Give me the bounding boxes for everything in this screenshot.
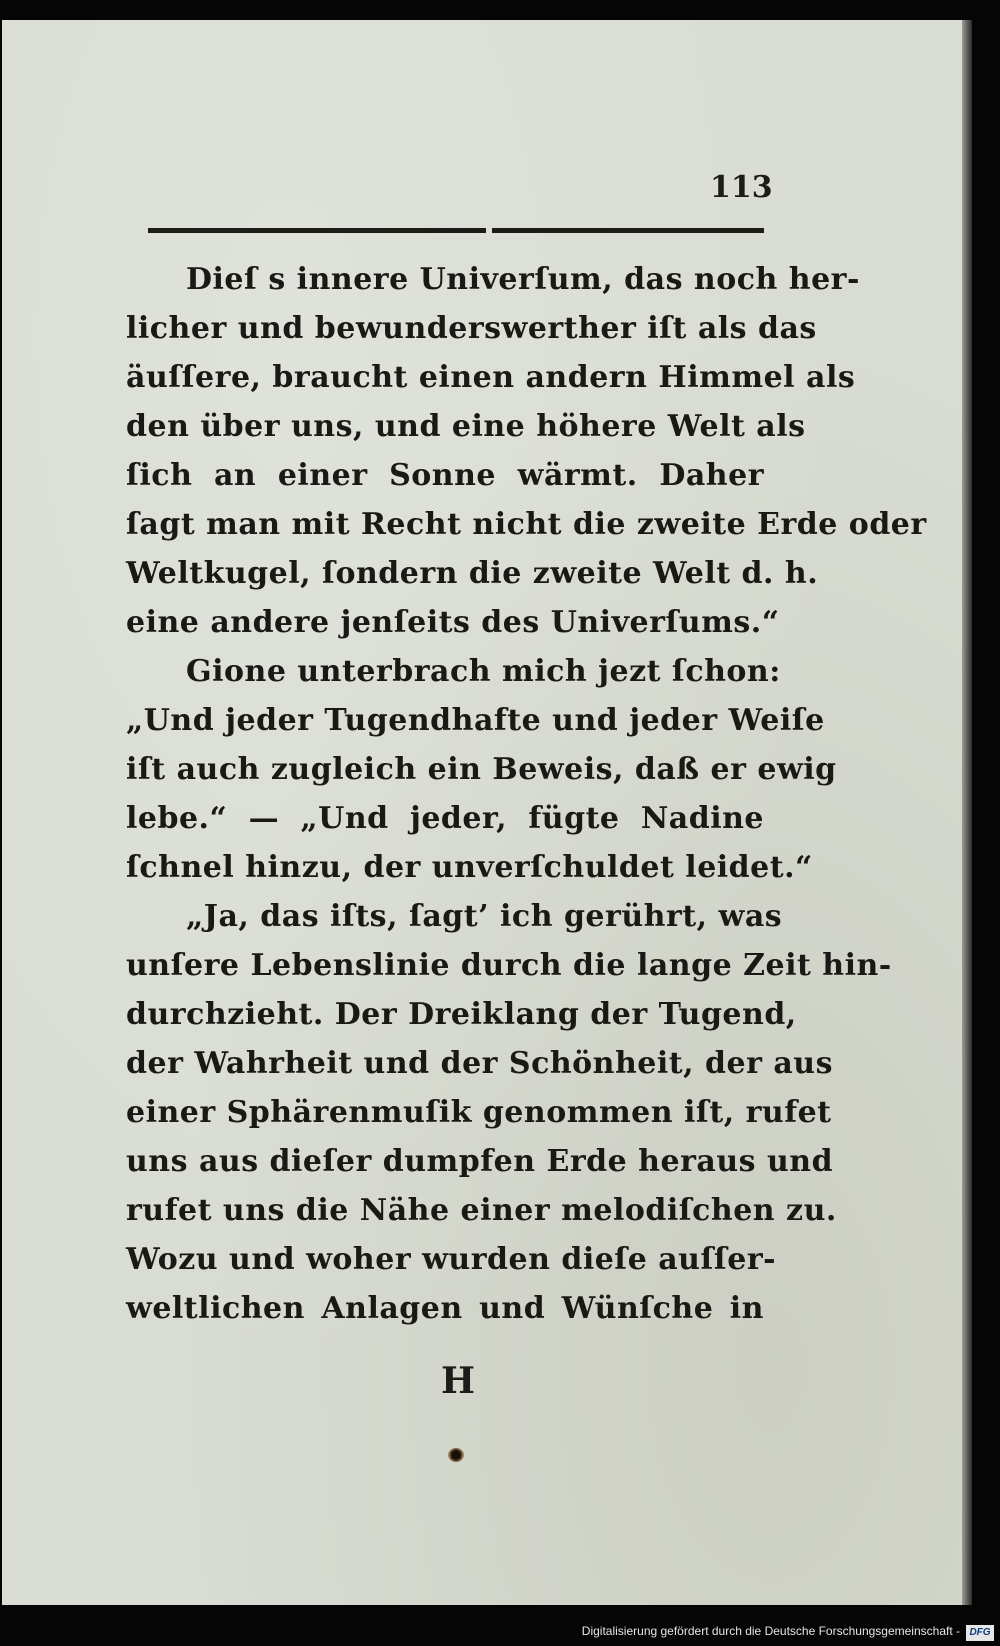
text-line: der Wahrheit und der Schönheit, der aus xyxy=(126,1046,833,1081)
text-line: ſagt man mit Recht nicht die zweite Erde oder xyxy=(126,507,927,542)
text-line: Wozu und woher wurden dieſe auſſer- xyxy=(126,1242,777,1277)
text-line: unſere Lebenslinie durch die lange Zeit hin- xyxy=(126,948,892,983)
catchword: H xyxy=(440,1360,475,1402)
body-text xyxy=(126,255,927,1333)
text-line: iſt auch zugleich ein Beweis, daß er ewig xyxy=(126,752,837,787)
text-line: durchzieht. Der Dreiklang der Tugend, xyxy=(126,997,797,1032)
text-line: licher und bewunderswerther iſt als das xyxy=(126,311,817,346)
text-line: Dieſ s innere Univerſum, das noch her- xyxy=(186,262,860,297)
header-rule-right xyxy=(492,228,764,233)
page-number: 113 xyxy=(710,170,773,205)
text-line: eine andere jenſeits des Univerſums.“ xyxy=(126,605,780,640)
dfg-logo: DFG xyxy=(966,1625,994,1641)
text-line: ſich an einer Sonne wärmt. Daher xyxy=(126,458,764,493)
text-line: „Und jeder Tugendhafte und jeder Weiſe xyxy=(126,703,825,738)
page-edge xyxy=(962,20,972,1605)
text-line: Gione unterbrach mich jezt ſchon: xyxy=(186,654,781,689)
header-rule-left xyxy=(148,228,486,233)
text-line: äuſſere, braucht einen andern Himmel als xyxy=(126,360,856,395)
text-line: „Ja, das iſts, ſagt’ ich gerührt, was xyxy=(186,899,783,934)
text-line: rufet uns die Nähe einer melodiſchen zu. xyxy=(126,1193,837,1228)
ink-stain xyxy=(448,1448,464,1462)
text-line: einer Sphärenmuſik genommen iſt, rufet xyxy=(126,1095,832,1130)
footer-credit: Digitalisierung gefördert durch die Deutsche Forschungsgemeinschaft - xyxy=(581,1624,960,1638)
text-line: Weltkugel, ſondern die zweite Welt d. h. xyxy=(126,556,819,591)
text-line: den über uns, und eine höhere Welt als xyxy=(126,409,806,444)
text-line: weltlichen Anlagen und Wünſche in xyxy=(126,1291,764,1326)
text-line: ſchnel hinzu, der unverſchuldet leidet.“ xyxy=(126,850,813,885)
text-line: lebe.“ — „Und jeder, fügte Nadine xyxy=(126,801,764,836)
footer-bar xyxy=(0,1622,1000,1646)
text-line: uns aus dieſer dumpfen Erde heraus und xyxy=(126,1144,834,1179)
